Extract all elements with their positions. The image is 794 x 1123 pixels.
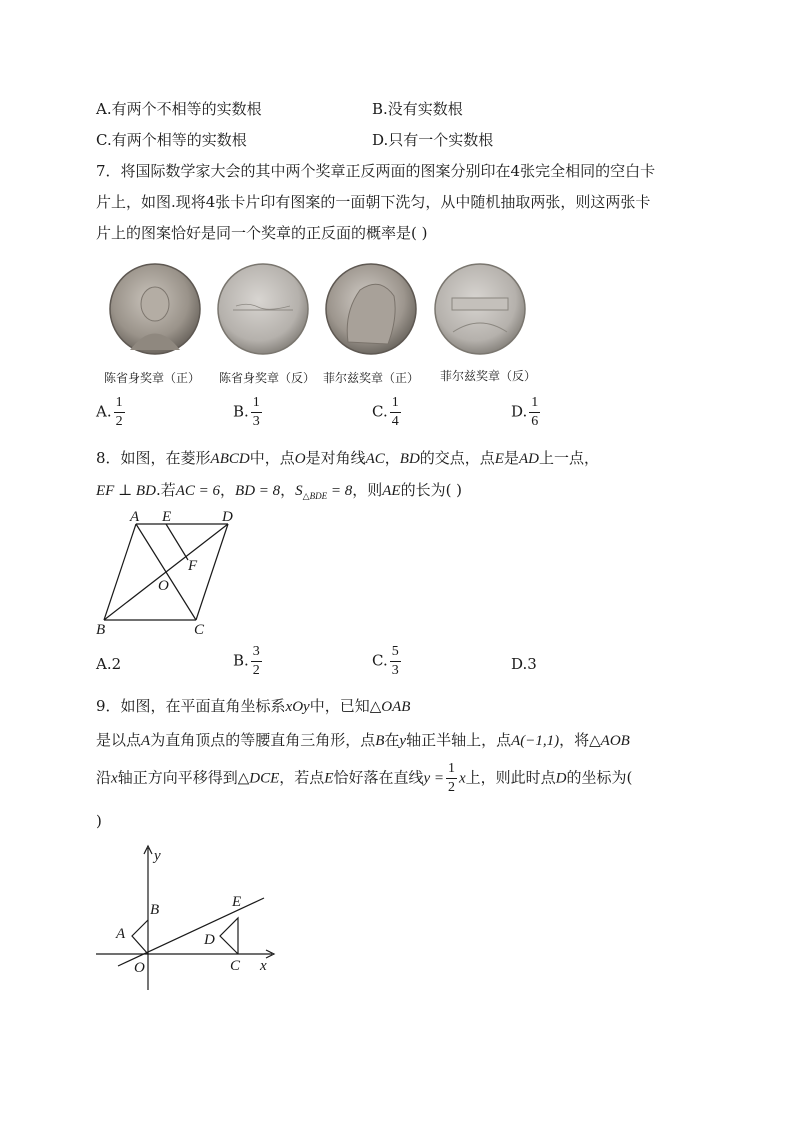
medal-caption-2: 陈省身奖章（反） bbox=[219, 371, 316, 385]
axis-label-x: x bbox=[260, 958, 267, 974]
rhombus-label-c: C bbox=[194, 622, 205, 638]
point-label-d: D bbox=[204, 932, 215, 948]
q9-line-3: 沿x轴正方向平移得到△DCE，若点E恰好落在直线y = $\frac{1}{2}$ x上，则此时点D的坐标为( bbox=[96, 761, 633, 795]
q7-option-b: B. $\frac{1}{3}$ bbox=[233, 395, 260, 429]
q6-option-c: C.有两个相等的实数根 bbox=[96, 131, 247, 149]
q9-line-1: 9．如图，在平面直角坐标系xOy中，已知△OAB bbox=[96, 697, 411, 715]
q7-option-a: A. $\frac{1}{2}$ bbox=[96, 395, 123, 429]
rhombus-figure bbox=[90, 508, 250, 640]
rhombus-label-e: E bbox=[162, 509, 172, 525]
q7-option-d: D. $\frac{1}{6}$ bbox=[511, 395, 539, 429]
q8-option-b: B. $\frac{3}{2}$ bbox=[233, 644, 260, 678]
coordinate-figure bbox=[92, 842, 282, 994]
chern-medal-back-image bbox=[218, 264, 308, 354]
q7-line-2: 片上，如图.现将4张卡片印有图案的一面朝下洗匀，从中随机抽取两张，则这两张卡 bbox=[96, 193, 651, 211]
origin-label-o: O bbox=[134, 960, 145, 976]
q8-option-c: C. $\frac{5}{3}$ bbox=[372, 644, 399, 678]
point-label-a: A bbox=[116, 926, 126, 942]
rhombus-label-d: D bbox=[222, 509, 233, 525]
q8-line-1: 8．如图，在菱形ABCD中，点O是对角线AC，BD的交点，点E是AD上一点， bbox=[96, 449, 599, 467]
point-label-c: C bbox=[230, 958, 241, 974]
q6-option-b: B.没有实数根 bbox=[372, 100, 463, 118]
q7-line-1: 7．将国际数学家大会的其中两个奖章正反两面的图案分别印在4张完全相同的空白卡 bbox=[96, 162, 656, 180]
rhombus-label-a: A bbox=[130, 509, 140, 525]
fields-medal-back-image bbox=[435, 264, 525, 354]
rhombus-label-b: B bbox=[96, 622, 106, 638]
q9-line-2: 是以点A为直角顶点的等腰直角三角形，点B在y轴正半轴上，点A(−1,1)，将△AOB bbox=[96, 731, 630, 749]
q7-line-3: 片上的图案恰好是同一个奖章的正反面的概率是( ) bbox=[96, 224, 428, 242]
q8-line-2: EF ⊥ BD.若AC = 6，BD = 8，$S_{\triangle BDE} = 8$，则AE的长为( ) bbox=[96, 481, 463, 501]
q9-line-4: ) bbox=[96, 812, 102, 830]
q8-option-a: A.2 bbox=[96, 655, 122, 673]
q6-option-a: A.有两个不相等的实数根 bbox=[96, 100, 262, 118]
point-label-e: E bbox=[232, 894, 242, 910]
point-label-b: B bbox=[150, 902, 160, 918]
q7-option-c: C. $\frac{1}{4}$ bbox=[372, 395, 399, 429]
q6-option-d: D.只有一个实数根 bbox=[372, 131, 494, 149]
chern-medal-front-image bbox=[110, 264, 200, 354]
fields-medal-front-image bbox=[326, 264, 416, 354]
q8-option-d: D.3 bbox=[511, 655, 537, 673]
medal-caption-4: 菲尔兹奖章（反） bbox=[440, 369, 537, 383]
medal-caption-3: 菲尔兹奖章（正） bbox=[323, 371, 420, 385]
medal-images bbox=[108, 262, 538, 358]
axis-label-y: y bbox=[154, 848, 161, 864]
medal-caption-1: 陈省身奖章（正） bbox=[104, 371, 201, 385]
rhombus-label-o: O bbox=[158, 578, 169, 594]
rhombus-label-f: F bbox=[188, 558, 198, 574]
